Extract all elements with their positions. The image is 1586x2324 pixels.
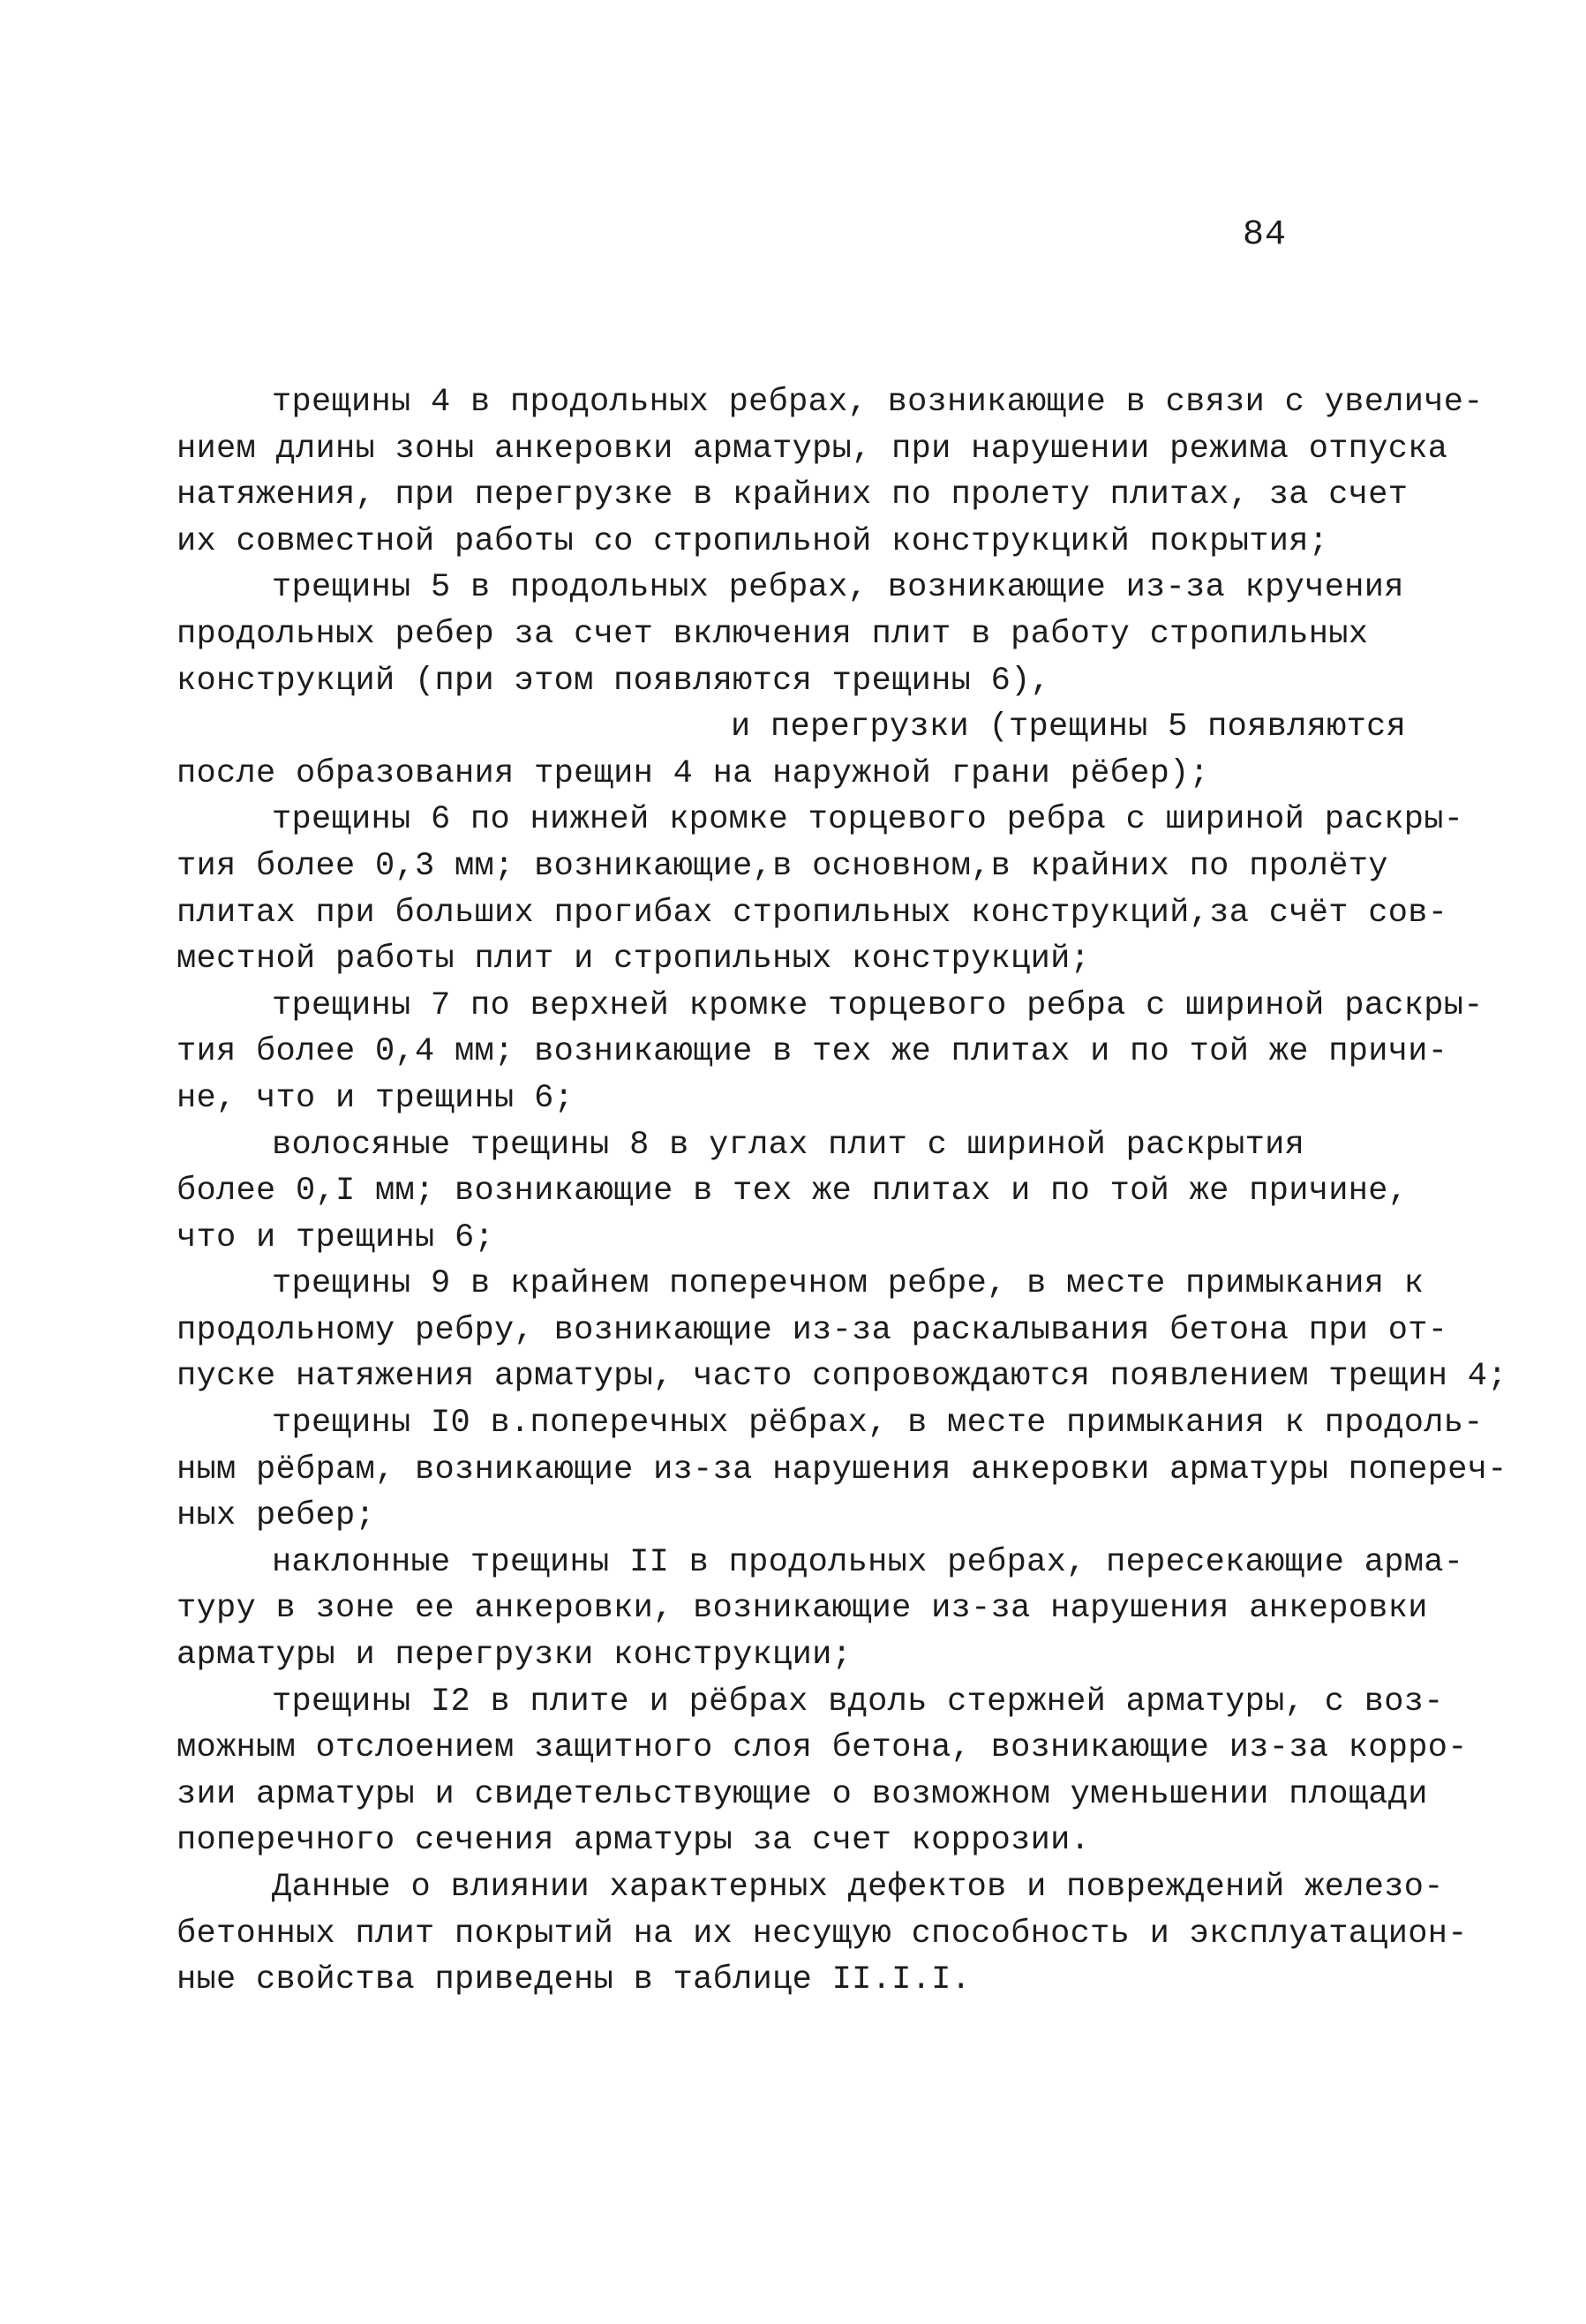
- text-line: Данные о влиянии характерных дефектов и повреждений железо-: [272, 1869, 1444, 1906]
- text-line: местной работы плит и стропильных конструкций;: [177, 941, 1091, 978]
- text-line: наклонные трещины II в продольных ребрах, пересекающие арма-: [272, 1543, 1464, 1581]
- text-line: тия более 0,4 мм; возникающие в тех же плитах и по той же причи-: [177, 1033, 1448, 1071]
- text-line: трещины 9 в крайнем поперечном ребре, в месте примыкания к: [272, 1265, 1424, 1303]
- text-line: зии арматуры и свидетельствующие о возможном уменьшении площади: [177, 1775, 1428, 1813]
- text-line: плитах при больших прогибах стропильных конструкций,за счёт сов-: [177, 894, 1448, 932]
- text-line: конструкций (при этом появляются трещины 6),: [177, 662, 1051, 700]
- text-line: ным рёбрам, возникающие из-за нарушения анкеровки арматуры попереч-: [177, 1451, 1507, 1488]
- text-line: что и трещины 6;: [177, 1218, 495, 1256]
- text-line: трещины I0 в.поперечных рёбрах, в месте примыкания к продоль-: [272, 1405, 1484, 1443]
- text-line: арматуры и перегрузки конструкции;: [177, 1637, 853, 1675]
- text-line: бетонных плит покрытий на их несущую способность и эксплуатацион-: [177, 1915, 1468, 1953]
- text-line: их совместной работы со стропильной конструкцикй покрытия;: [177, 522, 1329, 560]
- text-line: трещины I2 в плите и рёбрах вдоль стержней арматуры, с воз-: [272, 1683, 1444, 1721]
- text-line: ных ребер;: [177, 1497, 376, 1535]
- text-line: волосяные трещины 8 в углах плит с шириной раскрытия: [272, 1126, 1305, 1164]
- text-line: трещины 6 по нижней кромке торцевого ребра с шириной раскры-: [272, 801, 1464, 839]
- text-line: тия более 0,3 мм; возникающие,в основном,в крайних по пролёту: [177, 847, 1388, 885]
- text-line: продольных ребер за счет включения плит в работу стропильных: [177, 615, 1369, 653]
- text-line: трещины 5 в продольных ребрах, возникающие из-за кручения: [272, 569, 1404, 607]
- text-line: можным отслоением защитного слоя бетона, возникающие из-за корро-: [177, 1729, 1468, 1767]
- text-line: нием длины зоны анкеровки арматуры, при нарушении режима отпуска: [177, 430, 1448, 468]
- text-line: поперечного сечения арматуры за счет коррозии.: [177, 1822, 1091, 1860]
- text-line: ные свойства приведены в таблице II.I.I.: [177, 1961, 972, 1999]
- text-line: натяжения, при перегрузке в крайних по пролету плитах, за счет: [177, 476, 1409, 514]
- text-line: после образования трещин 4 на наружной грани рёбер);: [177, 754, 1210, 792]
- text-line: продольному ребру, возникающие из-за раскалывания бетона при от-: [177, 1311, 1448, 1349]
- document-body: [177, 379, 1507, 2004]
- text-line: и перегрузки (трещины 5 появляются: [731, 708, 1407, 746]
- text-line: трещины 4 в продольных ребрах, возникающие в связи с увеличе-: [272, 384, 1484, 421]
- page-number: 84: [1243, 215, 1288, 255]
- text-line: не, что и трещины 6;: [177, 1079, 575, 1117]
- text-line: пуске натяжения арматуры, часто сопровождаются появлением трещин 4;: [177, 1358, 1507, 1396]
- text-line: туру в зоне ее анкеровки, возникающие из-за нарушения анкеровки: [177, 1590, 1428, 1628]
- text-line: более 0,I мм; возникающие в тех же плитах и по той же причине,: [177, 1173, 1409, 1211]
- text-line: трещины 7 по верхней кромке торцевого ребра с шириной раскры-: [272, 986, 1484, 1024]
